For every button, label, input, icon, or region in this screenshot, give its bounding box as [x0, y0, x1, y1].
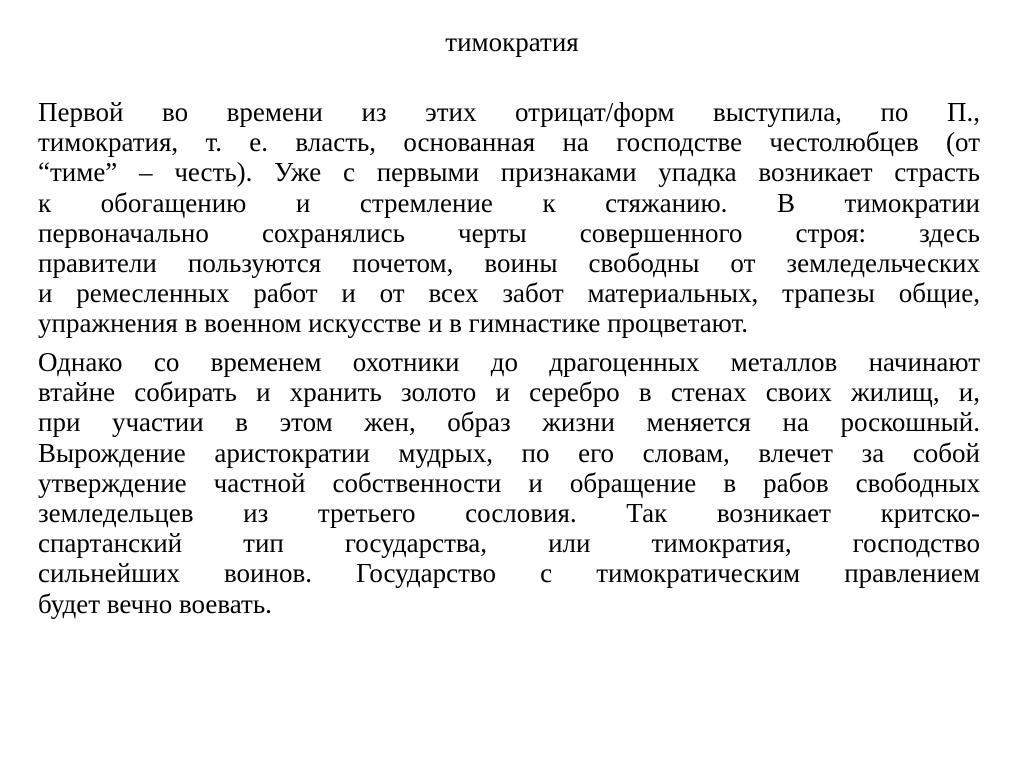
text-line: к обогащению и стремление к стяжанию. В тимократии — [38, 187, 980, 218]
text-line: Вырождение аристократии мудрых, по его словам, влечет за собой — [38, 437, 980, 468]
text-line: при участии в этом жен, образ жизни меняется на роскошный. — [38, 407, 980, 438]
text-line: сильнейших воинов. Государство с тимократическим правлением — [38, 558, 980, 589]
text-line: земледельцев из третьего сословия. Так возникает критско- — [38, 497, 980, 528]
text-line: и ремесленных работ и от всех забот материальных, трапезы общие, — [38, 278, 980, 309]
text-line: спартанский тип государства, или тимократия, господство — [38, 528, 980, 559]
paragraph-2 — [38, 347, 980, 619]
text-line: “тиме” – честь). Уже с первыми признаками упадка возникает страсть — [38, 157, 980, 188]
slide-title: тимократия — [445, 27, 579, 57]
text-line: утверждение частной собственности и обращение в рабов свободных — [38, 467, 980, 498]
text-line: будет вечно воевать. — [38, 588, 272, 619]
text-line: правители пользуются почетом, воины свободны от земледельческих — [38, 247, 980, 278]
text-line: Первой во времени из этих отрицат/форм выступила, по П., — [38, 97, 980, 127]
text-line: упражнения в военном искусстве и в гимнастике процветают. — [38, 308, 749, 339]
text-line: тимократия, т. е. власть, основанная на господстве честолюбцев (от — [38, 127, 980, 158]
paragraph-1 — [38, 97, 980, 339]
text-line: первоначально сохранялись черты совершенного строя: здесь — [38, 217, 980, 248]
text-line: Однако со временем охотники до драгоценных металлов начинают — [38, 347, 980, 377]
text-line: втайне собирать и хранить золото и серебро в стенах своих жилищ, и, — [38, 377, 980, 408]
